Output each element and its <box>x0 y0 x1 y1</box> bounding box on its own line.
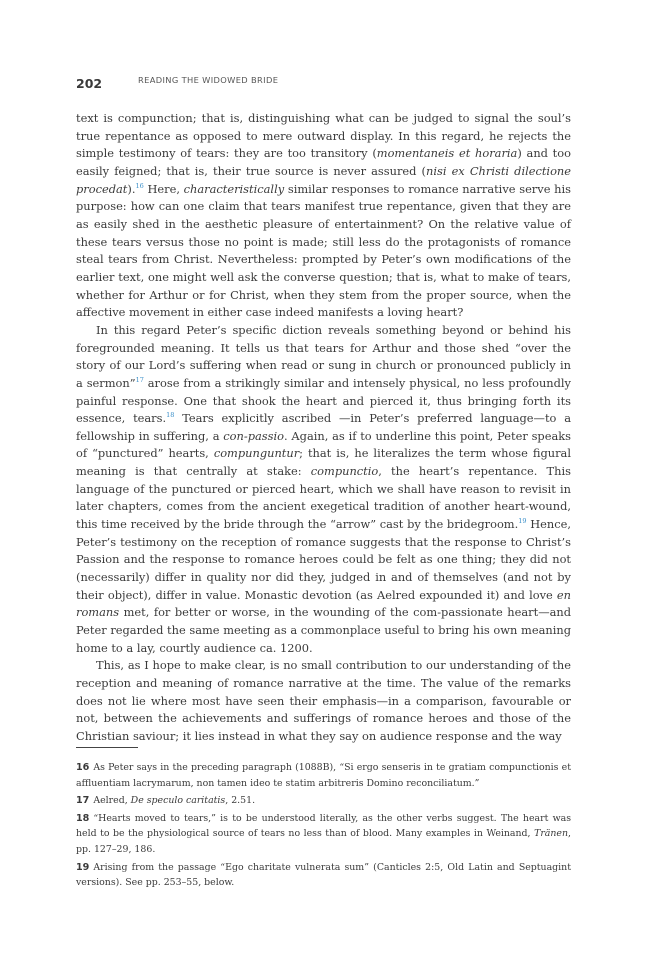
text-run: met, for better or worse, in the wounding of the com-passionate heart—and Peter regarded the same meeting as a commonplace useful to bring his own meaning home to a lay, courtly audience ca. 1200. <box>76 605 571 655</box>
paragraph <box>76 110 571 322</box>
footnote-marker[interactable]: 16 <box>135 181 144 190</box>
text-run: Aelred, <box>93 795 131 807</box>
text-run: ; that is, he literalizes the term whose figural meaning is that centrally at stake: <box>76 446 571 479</box>
footnote <box>76 811 571 858</box>
italic-text: compunguntur <box>213 446 300 461</box>
footnote-number: 18 <box>76 812 90 824</box>
text-run: text is compunction; that is, distinguishing what can be judged to signal the soul’s true repentance as opposed to mere outward display. In this regard, he rejects the simple testimony of tears: they are too transitory ( <box>76 111 571 161</box>
footnote <box>76 793 571 809</box>
footnote <box>76 760 571 791</box>
paragraph <box>76 657 571 745</box>
text-run: “Hearts moved to tears,” is to be understood literally, as the other verbs suggest. The heart was held to be the physiological source of tears no less than of blood. Many examples in Weinand, <box>76 812 571 840</box>
running-head: READING THE WIDOWED BRIDE <box>138 75 279 85</box>
footnote-marker[interactable]: 19 <box>518 517 527 526</box>
text-run: This, as I hope to make clear, is no small contribution to our understanding of the reception and meaning of romance narrative at the time. The value of the remarks does not lie where most have seen their emphasis—in a comparison, favourable or not, between the achievements and sufferings of romance heroes and those of the Christian saviour; it lies instead in what they say on audience response and the way <box>76 658 571 743</box>
text-run: As Peter says in the preceding paragraph (1088B), “Si ergo senseris in te gratiam compunctionis et affluentiam lacrymarum, non tamen ideo te statim arbitreris Domino reconciliatum.” <box>76 762 571 789</box>
italic-text: momentaneis et horaria <box>376 146 518 161</box>
text-run: Here, <box>143 181 184 196</box>
footnote-number: 19 <box>76 861 90 873</box>
text-run: arose from a strikingly similar and intensely physical, no less profoundly painful response. One that shook the heart and pierced it, thus bringing forth its essence, tears. <box>76 375 571 426</box>
italic-text: Tränen <box>534 828 569 840</box>
text-run: . Again, as if to underline this point, Peter speaks of “punctured” hearts, <box>76 428 571 461</box>
footnote-number: 17 <box>76 795 90 807</box>
italic-text: en romans <box>76 587 571 620</box>
footnotes <box>76 760 571 893</box>
text-run: Arising from the passage “Ego charitate vulnerata sum” (Canticles 2:5, Old Latin and Septuagint versions). See pp. 253–55, below. <box>76 861 571 889</box>
text-run: , the heart’s repentance. This language of the punctured or pierced heart, which we shall have reason to revisit in later chapters, comes from the ancient exegetical tradition of another heart-wound, this time received by the bride through the “arrow” cast by the bridegroom. <box>76 464 571 532</box>
text-run: ). <box>127 181 136 196</box>
body-text <box>76 110 571 746</box>
footnote-separator <box>76 747 138 748</box>
text-run: , 2.51. <box>225 795 256 807</box>
page-header <box>76 73 571 92</box>
italic-text: compunctio <box>310 464 379 479</box>
footnote-marker[interactable]: 18 <box>166 411 175 420</box>
text-run: ) and too easily feigned; that is, their true source is never assured ( <box>76 146 571 178</box>
text-run: , pp. 127–29, 186. <box>76 828 571 855</box>
page-number: 202 <box>76 76 103 91</box>
italic-text: characteristically <box>183 181 285 196</box>
text-run: Hence, Peter’s testimony on the reception of romance suggests that the response to Christ’s Passion and the response to romance heroes could be felt as one thing; they did not (necessarily) differ in quality nor did they, judged in and of themselves (and not by their object), differ in value. Monastic devotion (as Aelred expounded it) and love <box>76 517 572 602</box>
footnote-number: 16 <box>76 762 90 773</box>
paragraph <box>76 322 571 657</box>
text-run: Tears explicitly ascribed —in Peter’s preferred language—to a fellowship in suffering, a <box>76 411 571 443</box>
footnote-marker[interactable]: 17 <box>135 376 144 385</box>
italic-text: nisi ex Christi dilectione procedat <box>76 163 571 196</box>
footnote <box>76 860 571 891</box>
text-run: similar responses to romance narrative serve his purpose: how can one claim that tears manifest true repentance, given that they are as easily shed in the aesthetic pleasure of entertainment? On the relative value of these tears versus those no point is made; still less do the protagonists of romance steal tears from Christ. Nevertheless: prompted by Peter’s own modifications of the earlier text, one might well ask the converse question; that is, what to make of tears, whether for Arthur or for Christ, when they stem from the proper source, when the affective movement in either case indeed manifests a loving heart? <box>76 181 571 320</box>
italic-text: De speculo caritatis <box>130 795 226 807</box>
italic-text: con-passio <box>223 428 284 443</box>
text-run: In this regard Peter’s specific diction reveals something beyond or behind his foregrounded meaning. It tells us that tears for Arthur and those shed “over the story of our Lord’s suffering when read or sung in church or pronounced publicly in a sermon” <box>76 322 571 390</box>
